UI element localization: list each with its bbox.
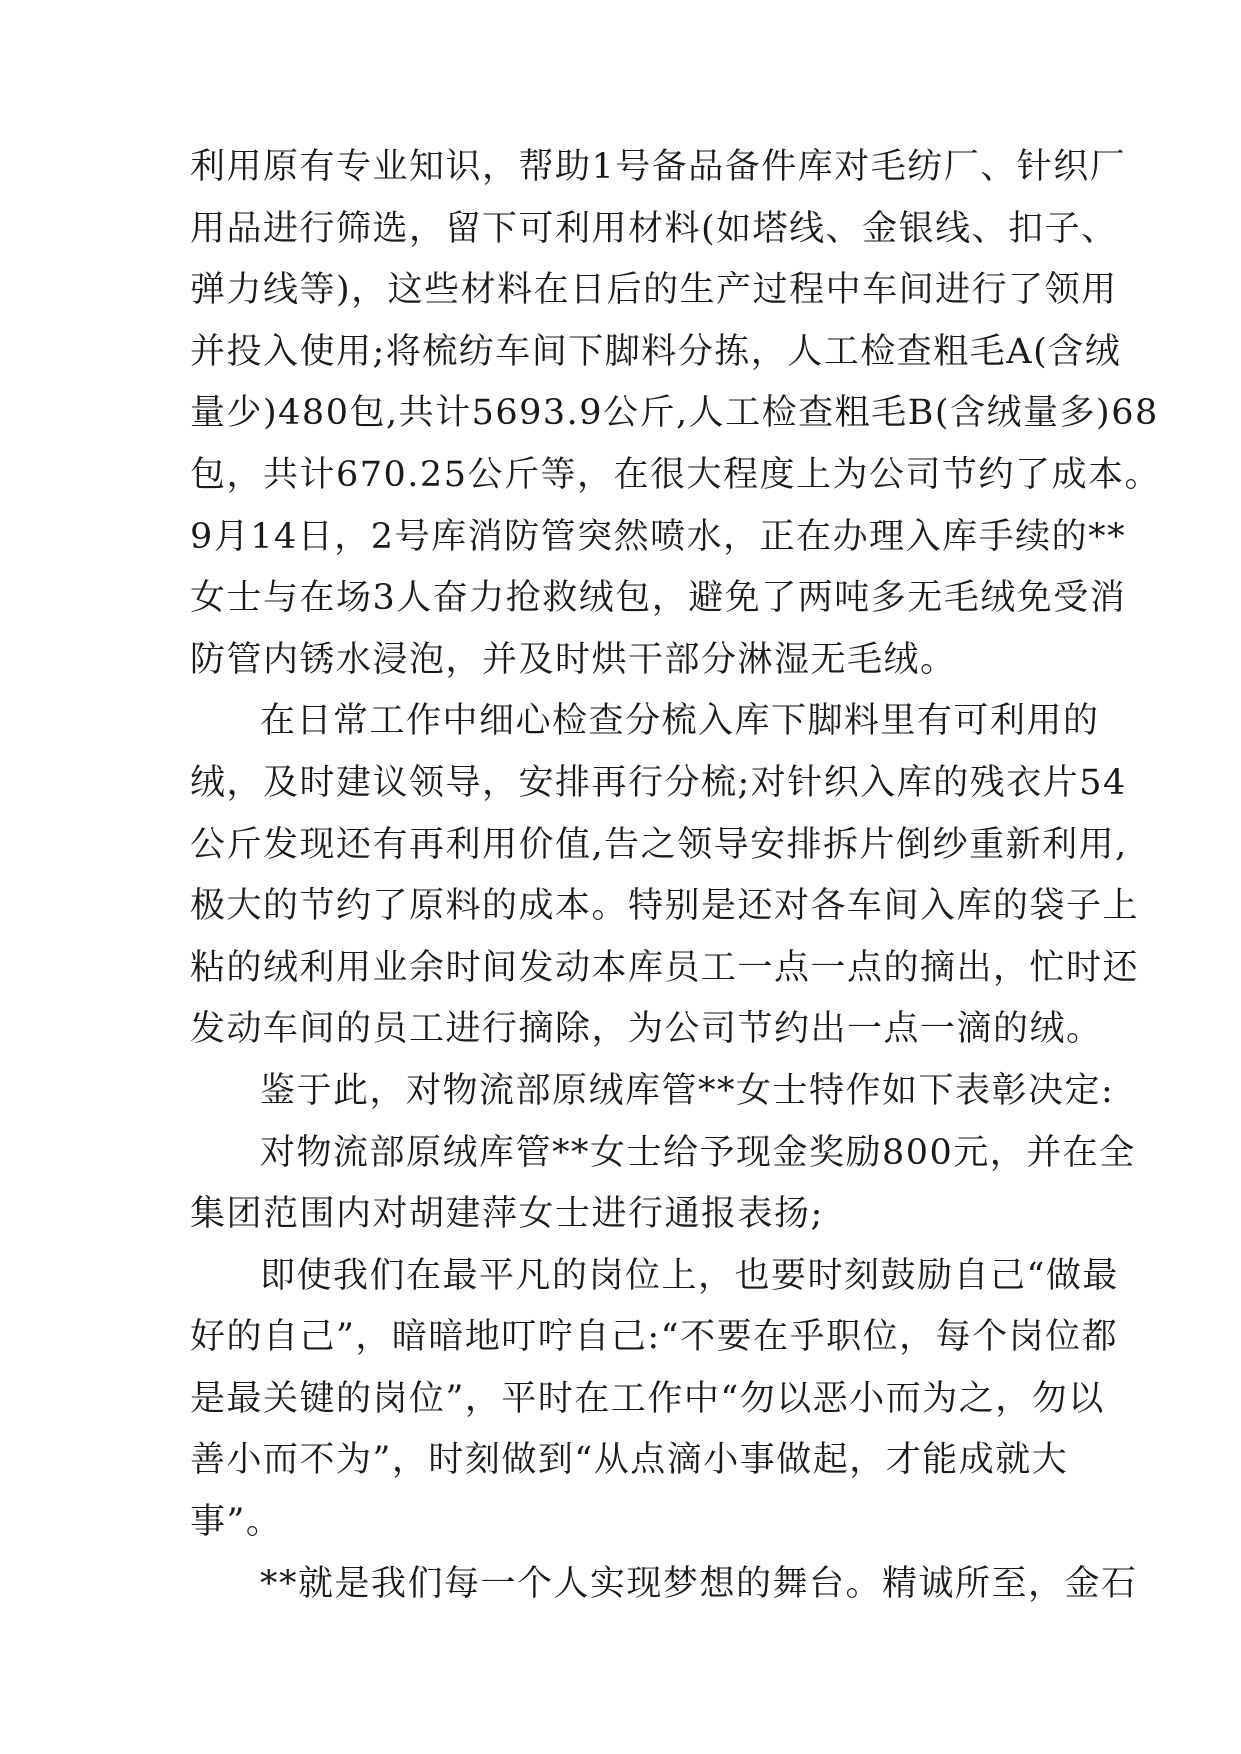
- paragraph-start-line: 对物流部原绒库管**女士给予现金奖励800元，并在全: [260, 1132, 1136, 1173]
- text-line: 9月14日，2号库消防管突然喷水，正在办理入库手续的**: [190, 516, 1127, 557]
- text-line: 包，共计670.25公斤等，在很大程度上为公司节约了成本。: [190, 454, 1161, 495]
- text-line: 量少)480包,共计5693.9公斤,人工检查粗毛B(含绒量多)68: [190, 393, 1159, 434]
- paragraph-start-line: **就是我们每一个人实现梦想的舞台。精诚所至，金石: [260, 1563, 1138, 1604]
- text-line: 利用原有专业知识，帮助1号备品备件库对毛纺厂、针织厂: [190, 147, 1127, 187]
- text-line: 事”。: [190, 1502, 283, 1543]
- paragraph-start-line: 鉴于此，对物流部原绒库管**女士特作如下表彰决定:: [260, 1070, 1115, 1111]
- text-line: 女士与在场3人奋力抢救绒包，避免了两吨多无毛绒免受消: [190, 578, 1127, 619]
- text-line: 绒，及时建议领导，安排再行分梳;对针织入库的残衣片54: [190, 762, 1127, 803]
- text-line: 是最关键的岗位”，平时在工作中“勿以恶小而为之，勿以: [190, 1378, 1105, 1419]
- text-line: 发动车间的员工进行摘除，为公司节约出一点一滴的绒。: [190, 1009, 1103, 1050]
- text-line: 公斤发现还有再利用价值,告之领导安排拆片倒纱重新利用,: [190, 824, 1128, 865]
- text-line: 善小而不为”，时刻做到“从点滴小事做起，才能成就大: [190, 1440, 1069, 1481]
- body-text: [190, 137, 1161, 1615]
- paragraph-start-line: 即使我们在最平凡的岗位上，也要时刻鼓励自己“做最: [260, 1255, 1119, 1296]
- text-line: 粘的绒利用业余时间发动本库员工一点一点的摘出，忙时还: [190, 947, 1140, 988]
- text-line: 并投入使用;将梳纺车间下脚料分拣，人工检查粗毛A(含绒: [190, 331, 1122, 372]
- text-line: 防管内锈水浸泡，并及时烘干部分淋湿无毛绒。: [190, 639, 957, 680]
- text-line: 集团范围内对胡建萍女士进行通报表扬;: [190, 1194, 824, 1235]
- text-line: 用品进行筛选，留下可利用材料(如塔线、金银线、扣子、: [190, 208, 1118, 249]
- text-line: 好的自己”，暗暗地叮咛自己:“不要在乎职位，每个岗位都: [190, 1317, 1119, 1358]
- text-line: 极大的节约了原料的成本。特别是还对各车间入库的袋子上: [190, 886, 1140, 927]
- paragraph-start-line: 在日常工作中细心检查分梳入库下脚料里有可利用的: [260, 701, 1100, 742]
- text-line: 弹力线等)，这些材料在日后的生产过程中车间进行了领用: [190, 270, 1118, 311]
